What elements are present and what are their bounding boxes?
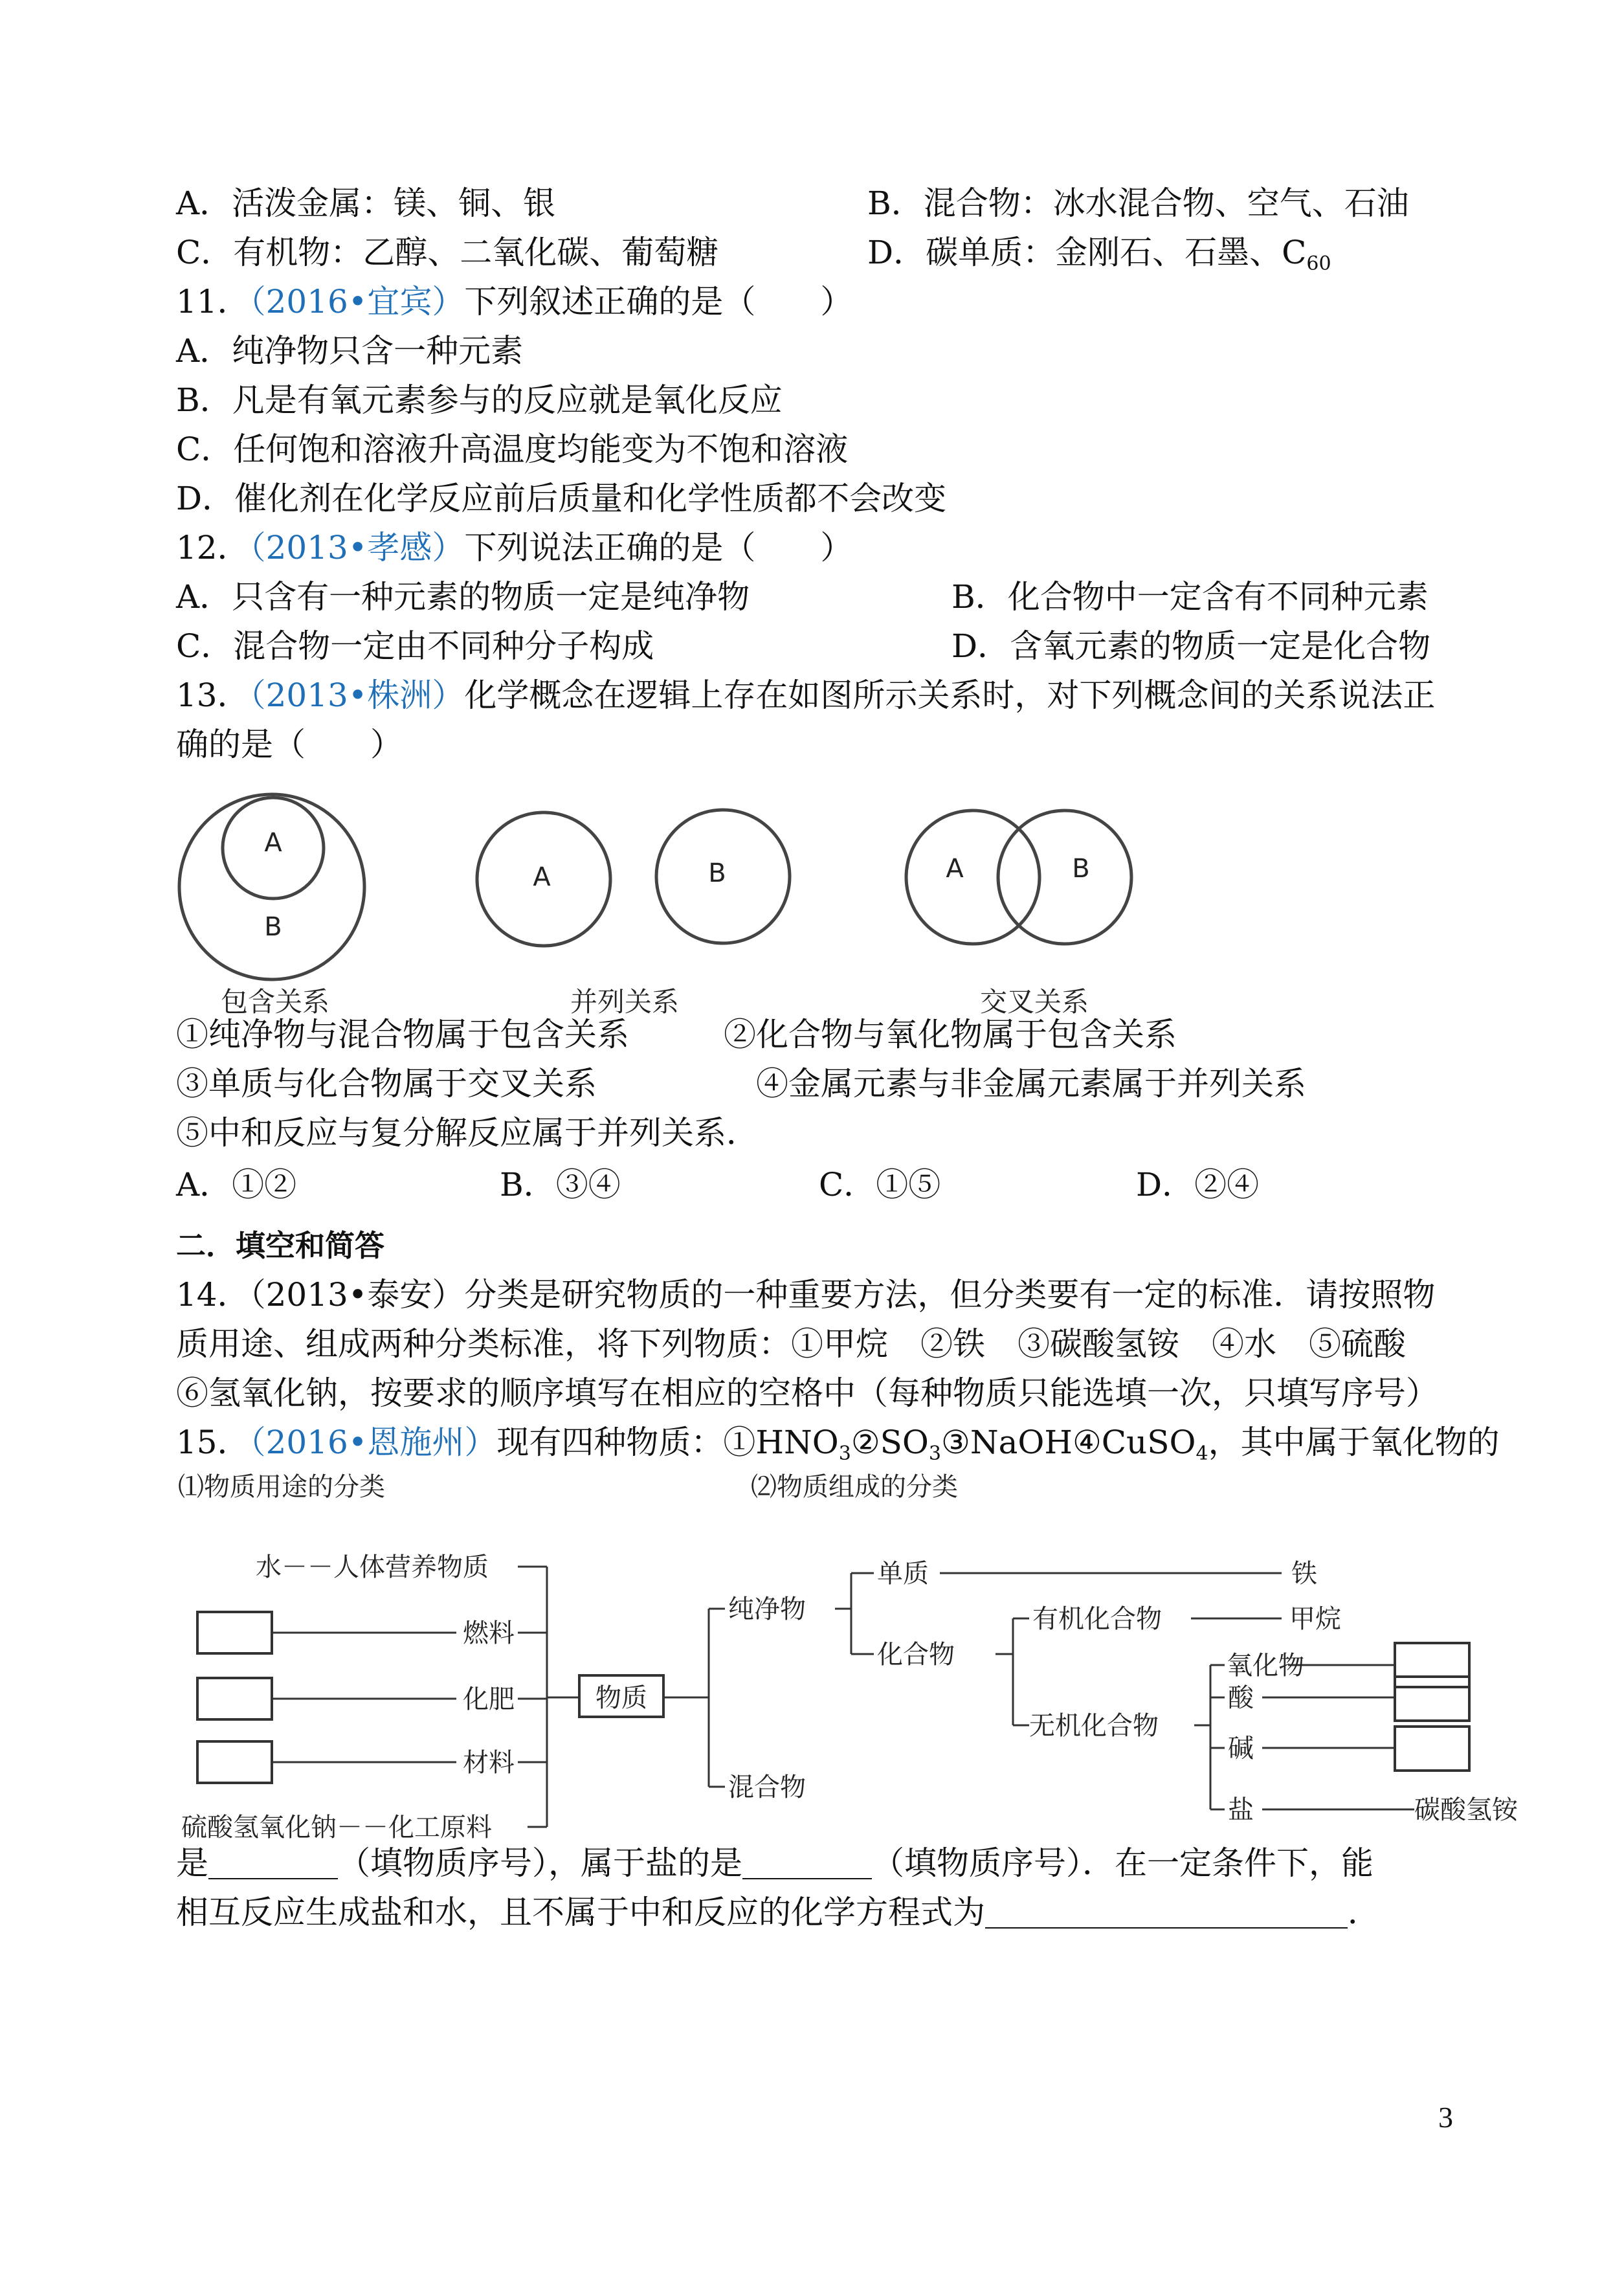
q13-option-a: A．①② — [176, 1166, 297, 1203]
q12-option-a: A．只含有一种元素的物质一定是纯净物 — [176, 578, 750, 616]
blank-oxide-answer[interactable] — [208, 1852, 338, 1879]
caption-parallel: 并列关系 — [570, 986, 680, 1018]
cross-label-a: A — [946, 854, 964, 884]
cross-circle-a — [906, 811, 1040, 944]
q12-source: （2013•孝感） — [249, 529, 465, 566]
contain-label-b: B — [264, 912, 282, 942]
tree-title-composition: ⑵物质组成的分类 — [751, 1472, 958, 1502]
blank-box-base — [1395, 1727, 1469, 1771]
blank-box-oxide — [1395, 1643, 1469, 1687]
tree-organic: 有机化合物 — [1032, 1604, 1162, 1634]
q12-stem: 12．（2013•孝感）下列说法正确的是（ ） — [176, 529, 853, 566]
q13-statement-5: ⑤中和反应与复分解反应属于并列关系． — [176, 1114, 759, 1152]
q13-source: （2013•株洲） — [249, 677, 465, 714]
tree-salt: 盐 — [1228, 1795, 1254, 1825]
q13-statement-3: ③单质与化合物属于交叉关系 — [176, 1065, 597, 1102]
tree-root: 物质 — [595, 1683, 647, 1713]
blank-box-fuel — [197, 1612, 272, 1653]
relationship-diagram — [162, 777, 1210, 1036]
blank-box-fertilizer — [197, 1678, 272, 1719]
tree-acid: 酸 — [1228, 1683, 1254, 1713]
tree-material: 材料 — [463, 1748, 515, 1778]
parallel-label-b: B — [708, 858, 726, 888]
q13-stem-line1: 13．（2013•株洲）化学概念在逻辑上存在如图所示关系时，对下列概念间的关系说法正 — [176, 677, 1436, 714]
tree-iron: 铁 — [1291, 1559, 1317, 1589]
q12-option-b: B．化合物中一定含有不同种元素 — [951, 578, 1429, 616]
blank-box-material — [197, 1741, 272, 1783]
tree-inorganic: 无机化合物 — [1029, 1711, 1159, 1741]
tree-oxide: 氧化物 — [1227, 1651, 1304, 1681]
q10-option-a: A．活泼金属：镁、铜、银 — [176, 185, 556, 222]
cross-label-b: B — [1072, 854, 1090, 884]
q11-option-d: D．催化剂在化学反应前后质量和化学性质都不会改变 — [176, 480, 947, 517]
tree-ammonium: 碳酸氢铵 — [1414, 1795, 1518, 1825]
tree-fuel: 燃料 — [463, 1618, 515, 1648]
q15-source: （2016•恩施州） — [249, 1424, 497, 1461]
section-title: 二．填空和简答 — [176, 1228, 384, 1263]
tree-water: 水－－人体营养物质 — [256, 1552, 489, 1582]
tree-fertilizer: 化肥 — [463, 1684, 515, 1714]
tree-pure: 纯净物 — [728, 1594, 806, 1624]
q13-stem-line2: 确的是（ ） — [176, 726, 403, 763]
blank-equation-answer[interactable] — [985, 1901, 1348, 1929]
q11-option-a: A．纯净物只含一种元素 — [176, 332, 524, 370]
q10-option-c: C．有机物：乙醇、二氧化碳、葡萄糖 — [176, 234, 719, 271]
caption-contain: 包含关系 — [220, 986, 330, 1018]
q14-line3: ⑥氢氧化钠，按要求的顺序填写在相应的空格中（每种物质只能选填一次，只填写序号） — [176, 1374, 1438, 1412]
page-number: 3 — [1438, 2101, 1453, 2134]
q13-statement-1: ①纯净物与混合物属于包含关系 — [176, 1016, 629, 1053]
caption-cross: 交叉关系 — [979, 986, 1089, 1018]
contain-label-a: A — [264, 828, 282, 858]
q13-option-d: D．②④ — [1136, 1166, 1260, 1203]
q13-option-b: B．③④ — [500, 1166, 621, 1203]
tree-base: 碱 — [1228, 1734, 1254, 1763]
q13-statement-2: ②化合物与氧化物属于包含关系 — [724, 1016, 1177, 1053]
q15-stem: 15．（2016•恩施州）现有四种物质：$①HNO_3②SO_3③NaOH④CuSO_4$，其中属于氧化物的 — [176, 1424, 1500, 1465]
q14-line2: 质用途、组成两种分类标准，将下列物质：①甲烷 ②铁 ③碳酸氢铵 ④水 ⑤硫酸 — [176, 1325, 1406, 1363]
q15-line3: 相互反应生成盐和水，且不属于中和反应的化学方程式为 ． — [176, 1894, 1380, 1931]
q12-option-d: D．含氧元素的物质一定是化合物 — [951, 627, 1431, 665]
q13-statement-4: ④金属元素与非金属元素属于并列关系 — [756, 1065, 1306, 1102]
q11-option-c: C．任何饱和溶液升高温度均能变为不饱和溶液 — [176, 431, 849, 468]
q14-line1: 14．（2013•泰安）分类是研究物质的一种重要方法，但分类要有一定的标准．请按照物 — [176, 1276, 1436, 1314]
q10-option-b: B．混合物：冰水混合物、空气、石油 — [867, 185, 1409, 222]
parallel-label-a: A — [533, 862, 551, 892]
tree-title-usage: ⑴物质用途的分类 — [178, 1472, 385, 1502]
q11-source: （2016•宜宾） — [249, 283, 465, 320]
tree-mixture: 混合物 — [728, 1773, 806, 1802]
q15-line2: 是 （填物质序号），属于盐的是 （填物质序号）．在一定条件下，能 — [176, 1844, 1374, 1882]
tree-methane: 甲烷 — [1289, 1604, 1341, 1634]
contain-outer-circle — [179, 794, 364, 979]
q13-option-c: C．①⑤ — [819, 1166, 941, 1203]
blank-salt-answer[interactable] — [742, 1852, 872, 1879]
q11-stem: 11．（2016•宜宾）下列叙述正确的是（ ） — [176, 283, 853, 320]
classification-diagram — [168, 1470, 1541, 1839]
tree-chem-raw: 硫酸氢氧化钠－－化工原料 — [181, 1813, 492, 1839]
q10-option-d: D．碳单质：金刚石、石墨、$C_{60}$ — [867, 234, 1331, 275]
tree-compound: 化合物 — [877, 1640, 955, 1670]
q11-option-b: B．凡是有氧元素参与的反应就是氧化反应 — [176, 381, 783, 419]
tree-element: 单质 — [877, 1559, 929, 1589]
q12-option-c: C．混合物一定由不同种分子构成 — [176, 627, 654, 665]
cross-circle-b — [998, 811, 1131, 944]
blank-box-acid — [1395, 1677, 1469, 1721]
